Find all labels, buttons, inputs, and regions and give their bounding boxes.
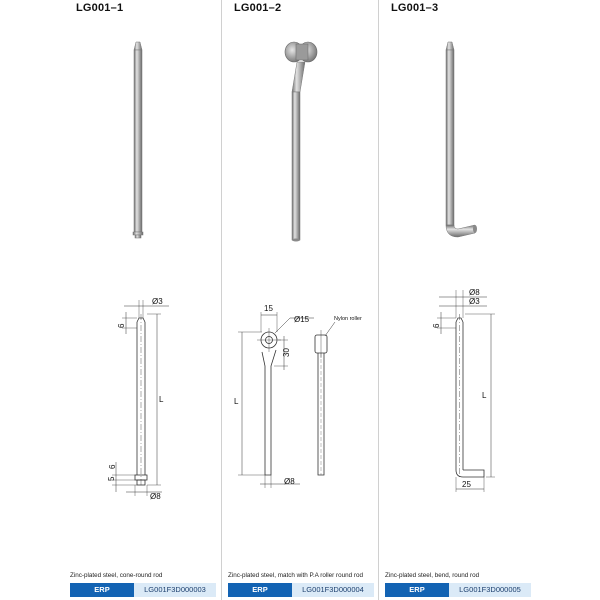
product-card-lg001-3 xyxy=(379,0,536,600)
roller-rod-drawing xyxy=(238,312,335,488)
product-description: Zinc-plated steel, cone-round rod xyxy=(70,572,163,579)
erp-code: LG001F3D000004 xyxy=(302,585,364,594)
dim-length: L xyxy=(482,391,487,400)
dim-top-diameter: Ø3 xyxy=(152,297,163,306)
dim-outer-diameter: Ø8 xyxy=(469,288,480,297)
product-code: LG001–2 xyxy=(234,2,282,14)
dim-bottom-diameter: Ø8 xyxy=(150,492,161,501)
erp-label: ERP xyxy=(385,583,449,597)
bend-round-rod-render xyxy=(379,0,536,600)
dim-top-height: 6 xyxy=(432,323,441,328)
erp-bar xyxy=(385,583,531,597)
product-code: LG001–1 xyxy=(76,2,124,14)
cone-round-rod-render xyxy=(64,0,221,600)
erp-bar xyxy=(70,583,216,597)
dim-width: 15 xyxy=(264,304,273,313)
roller-rod-render xyxy=(222,0,378,600)
product-card-lg001-1 xyxy=(64,0,221,600)
dim-top-height: 6 xyxy=(117,323,126,328)
dim-bottom-height-2: 5 xyxy=(107,476,116,481)
nylon-roller-note: Nylon roller xyxy=(334,316,362,322)
erp-label: ERP xyxy=(228,583,292,597)
dim-neck-height: 30 xyxy=(282,348,291,357)
product-description: Zinc-plated steel, bend, round rod xyxy=(385,572,480,579)
erp-code: LG001F3D000005 xyxy=(459,585,521,594)
product-description: Zinc-plated steel, match with P.A roller round rod xyxy=(228,572,363,579)
dim-length: L xyxy=(234,397,239,406)
dim-top-diameter: Ø3 xyxy=(469,297,480,306)
product-card-lg001-2 xyxy=(222,0,378,600)
product-code: LG001–3 xyxy=(391,2,439,14)
dim-bottom-height-1: 6 xyxy=(108,464,117,469)
dim-bend-length: 25 xyxy=(462,480,471,489)
erp-bar xyxy=(228,583,374,597)
erp-code: LG001F3D000003 xyxy=(144,585,206,594)
dim-bottom-diameter: Ø8 xyxy=(284,477,295,486)
dim-roller-diameter: Ø15 xyxy=(294,315,310,324)
erp-label: ERP xyxy=(70,583,134,597)
dim-length: L xyxy=(159,395,164,404)
